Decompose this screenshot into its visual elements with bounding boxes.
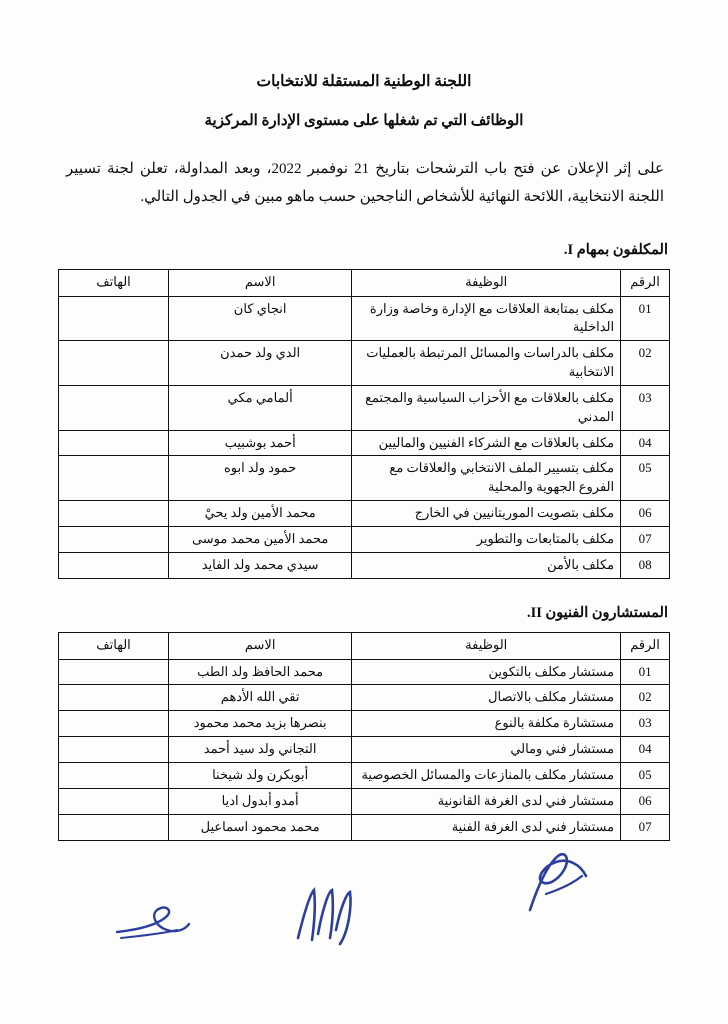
cell-phone	[59, 685, 169, 711]
cell-num: 06	[621, 788, 670, 814]
cell-job: مكلف بالعلاقات مع الأحزاب السياسية والمجتمع المدني	[352, 385, 621, 430]
cell-job: مستشار فني لدى الغرفة القانونية	[352, 788, 621, 814]
table-row	[59, 711, 670, 737]
cell-name: الدي ولد حمدن	[169, 341, 352, 386]
document-body	[58, 72, 670, 1024]
cell-num: 03	[621, 711, 670, 737]
section-number-2: II.	[527, 604, 542, 621]
cell-name: أبوبكرن ولد شيخنا	[169, 763, 352, 789]
table-row	[59, 659, 670, 685]
table-technical-advisors	[58, 632, 670, 841]
table-row	[59, 501, 670, 527]
column-header-name: الاسم	[169, 269, 352, 296]
cell-job: مكلف بتسيير الملف الانتخابي والعلاقات مع الفروع الجهوية والمحلية	[352, 456, 621, 501]
cell-job: مستشار مكلف بالتكوين	[352, 659, 621, 685]
cell-job: مستشار فني ومالي	[352, 737, 621, 763]
cell-num: 07	[621, 814, 670, 840]
table-row	[59, 814, 670, 840]
column-header-num: الرقم	[621, 269, 670, 296]
cell-name: ألمامي مكي	[169, 385, 352, 430]
cell-num: 01	[621, 659, 670, 685]
cell-num: 07	[621, 526, 670, 552]
cell-name: محمد الأمين محمد موسى	[169, 526, 352, 552]
cell-phone	[59, 501, 169, 527]
cell-name: محمد محمود اسماعيل	[169, 814, 352, 840]
table-row	[59, 430, 670, 456]
document-subtitle: الوظائف التي تم شغلها على مستوى الإدارة المركزية	[204, 113, 524, 129]
table-row	[59, 763, 670, 789]
table-row	[59, 296, 670, 341]
cell-phone	[59, 659, 169, 685]
cell-phone	[59, 763, 169, 789]
cell-name: تقي الله الأدهم	[169, 685, 352, 711]
cell-phone	[59, 385, 169, 430]
cell-phone	[59, 341, 169, 386]
document-title: اللجنة الوطنية المستقلة للانتخابات	[256, 73, 472, 90]
cell-job: مكلف بتصويت الموريتانيين في الخارج	[352, 501, 621, 527]
table-row	[59, 341, 670, 386]
column-header-job: الوظيفة	[352, 632, 621, 659]
cell-num: 04	[621, 430, 670, 456]
table-row	[59, 552, 670, 578]
cell-num: 05	[621, 763, 670, 789]
table-row	[59, 456, 670, 501]
cell-phone	[59, 711, 169, 737]
cell-phone	[59, 296, 169, 341]
cell-phone	[59, 814, 169, 840]
cell-num: 02	[621, 341, 670, 386]
cell-num: 03	[621, 385, 670, 430]
table-row	[59, 526, 670, 552]
cell-job: مكلف بالدراسات والمسائل المرتبطة بالعمليات الانتخابية	[352, 341, 621, 386]
column-header-name: الاسم	[169, 632, 352, 659]
table-row	[59, 685, 670, 711]
table-row	[59, 788, 670, 814]
cell-num: 08	[621, 552, 670, 578]
cell-job: مستشار فني لدى الغرفة الفنية	[352, 814, 621, 840]
section-heading-1	[58, 242, 670, 259]
cell-name: انجاي كان	[169, 296, 352, 341]
cell-phone	[59, 737, 169, 763]
cell-name: محمد الأمين ولد يحيْ	[169, 501, 352, 527]
cell-phone	[59, 552, 169, 578]
column-header-num: الرقم	[621, 632, 670, 659]
section-heading-2	[58, 605, 670, 622]
cell-phone	[59, 430, 169, 456]
table-row	[59, 737, 670, 763]
cell-name: أحمد بوشبيب	[169, 430, 352, 456]
section-number-1: I.	[563, 241, 574, 258]
document-intro: على إثر الإعلان عن فتح باب الترشحات بتاريخ 21 نوفمبر 2022، وبعد المداولة، تعلن لجنة تسيير اللجنة الانتخابية، اللائحة النهائية للأشخاص الناجحين حسب ماهو مبين في الجدول التالي.	[66, 161, 664, 205]
cell-job: مكلف بالمتابعات والتطوير	[352, 526, 621, 552]
cell-name: حمود ولد ابوه	[169, 456, 352, 501]
column-header-phone: الهاتف	[59, 632, 169, 659]
cell-job: مكلف بمتابعة العلاقات مع الإدارة وخاصة وزارة الداخلية	[352, 296, 621, 341]
table-assignments	[58, 269, 670, 579]
cell-num: 04	[621, 737, 670, 763]
column-header-phone: الهاتف	[59, 269, 169, 296]
cell-job: مستشار مكلف بالمنازعات والمسائل الخصوصية	[352, 763, 621, 789]
cell-name: التجاني ولد سيد أحمد	[169, 737, 352, 763]
table-header-row	[59, 269, 670, 296]
cell-job: مستشار مكلف بالاتصال	[352, 685, 621, 711]
table-header-row	[59, 632, 670, 659]
cell-num: 06	[621, 501, 670, 527]
cell-job: مكلف بالعلاقات مع الشركاء الفنيين والماليين	[352, 430, 621, 456]
cell-phone	[59, 526, 169, 552]
cell-job: مكلف بالأمن	[352, 552, 621, 578]
cell-name: سيدي محمد ولد الفايد	[169, 552, 352, 578]
cell-phone	[59, 788, 169, 814]
cell-num: 02	[621, 685, 670, 711]
column-header-job: الوظيفة	[352, 269, 621, 296]
section-label-1: المكلفون بمهام	[576, 241, 668, 258]
cell-num: 01	[621, 296, 670, 341]
section-label-2: المستشارون الفنيون	[545, 604, 668, 621]
cell-num: 05	[621, 456, 670, 501]
cell-name: بنصرها بزيد محمد محمود	[169, 711, 352, 737]
cell-name: محمد الحافظ ولد الطب	[169, 659, 352, 685]
cell-name: أمدو أبدول اديا	[169, 788, 352, 814]
cell-job: مستشارة مكلفة بالنوع	[352, 711, 621, 737]
cell-phone	[59, 456, 169, 501]
table-row	[59, 385, 670, 430]
